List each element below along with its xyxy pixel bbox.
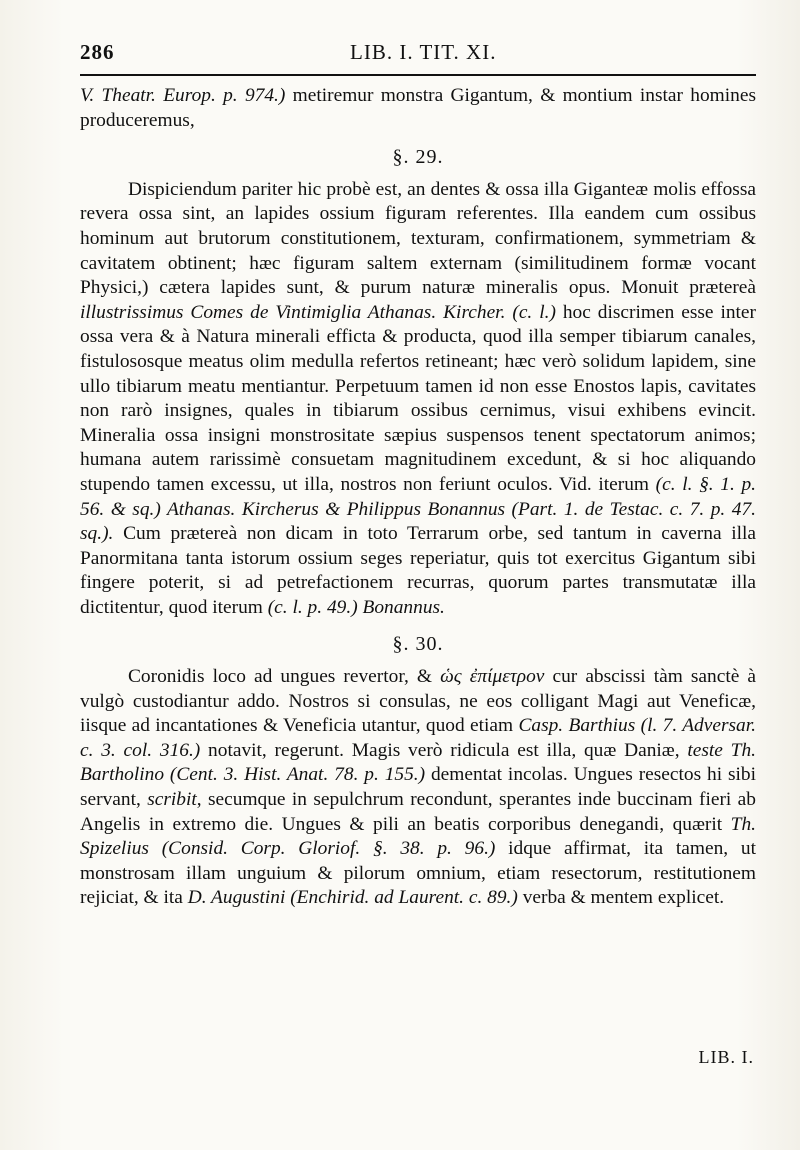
section-30-paragraph xyxy=(80,665,756,911)
opening-paragraph xyxy=(80,84,756,133)
section-29-citation-2: (c. l. §. 1. p. 56. & sq.) Athanas. Kircherus & Philippus Bonannus (Part. 1. de Testac. c. 7. p. 47. sq.). xyxy=(80,473,756,545)
section-30-text-6: idque affirmat, ita tamen, ut monstrosam illam unguium & pilorum omnium, etiam resectorum, restitutionem rejiciat, & ita xyxy=(80,838,756,909)
body-text xyxy=(80,84,756,911)
opening-citation: V. Theatr. Europ. p. 974.) xyxy=(80,85,286,106)
running-head xyxy=(80,40,756,76)
section-30-citation-2: teste Th. Bartholino (Cent. 3. Hist. Anat. 78. p. 155.) xyxy=(80,739,757,786)
section-30-text-3: notavit, regerunt. Magis verò ridicula est illa, quæ Daniæ, xyxy=(200,739,688,761)
section-30-citation-3: scribit xyxy=(147,789,197,811)
section-29-paragraph xyxy=(80,178,756,621)
catchword: LIB. I. xyxy=(698,1047,754,1067)
page-number: 286 xyxy=(80,40,115,64)
section-heading-30: §. 30. xyxy=(392,633,444,656)
section-29-text-1: Dispiciendum pariter hic probè est, an dentes & ossa illa Giganteæ molis effossa revera ossa sint, an lapides ossium figuram referentes. Illa eandem cum ossibus hominum aut brutorum constitutionem, texturam, confirmationem, symmetriam & cavitatem obtinent; hæc figuram saltem externam (similitudinem formæ vocant Physici,) cætera lapides sunt, & purum naturæ mineralis opus. Monuit prætereà xyxy=(80,178,756,299)
section-29-text-2: hoc discrimen esse inter ossa vera & à Natura minerali efficta & producta, quod illa semper tibiarum canales, fistulososque meatus olim medulla refertos retineant; hæc verò solidum lapidem, sine ullo tibiarum meatu mentiantur. Perpetuum tamen id non esse Enostos lapis, cavitates non rarò insignes, quales in tibiarum ossibus cernimus, visui exhibens evincit. Mineralia ossa insigni monstrositate sæpius suspensos tenent spectatorum animos; humana autem rarissimè consuetam magnitudinem excedunt, & si hoc aliquando stupendo tamen excessu, ut illa, nostros non feriunt oculos. Vid. iterum xyxy=(80,301,756,495)
section-29-citation-3: (c. l. p. 49.) Bonannus. xyxy=(267,596,445,618)
greek-phrase: ὡς ἐπίμετρον xyxy=(440,666,545,688)
section-30-text-5: , secumque in sepulchrum recondunt, sperantes inde buccinam fieri ab Angelis in extremo die. Ungues & pili an beatis corporibus denegandi, quærit xyxy=(80,789,756,835)
section-30-text-1: Coronidis loco ad ungues revertor, & xyxy=(128,666,441,688)
section-30-citation-5: D. Augustini (Enchirid. ad Laurent. c. 89.) xyxy=(187,887,518,909)
section-29-text-3: Cum prætereà non dicam in toto Terrarum orbe, sed tantum in caverna illa Panormitana tanta istorum ossium seges reperiatur, quis tot exercitus Gigantum sibi fingere poterit, si ad petrefactionem recurras, quorum partes transmutatæ illa dictitentur, quod iterum xyxy=(80,523,756,618)
running-title: LIB. I. TIT. XI. xyxy=(350,40,497,64)
section-30-citation-4: Th. Spizelius (Consid. Corp. Gloriof. §. 38. p. 96.) xyxy=(80,813,756,860)
section-30-text-4: dementat incolas. Ungues resectos hi sibi servant, xyxy=(80,764,756,811)
section-30-citation-1: Casp. Barthius (l. 7. Adversar. c. 3. col. 316.) xyxy=(80,715,756,761)
opening-text: metiremur monstra Gigantum, & montium instar homines produceremus, xyxy=(80,85,756,131)
section-30-text-2: cur abscissi tàm sanctè à vulgò custodiantur addo. Nostros si consulas, ne eos colligant Magi aut Veneficæ, iisque ad incantationes & Veneficia utantur, quod etiam xyxy=(80,666,757,737)
section-heading-29: §. 29. xyxy=(392,146,444,169)
section-30-text-7: verba & mentem explicet. xyxy=(517,887,725,909)
section-29-citation-1: illustrissimus Comes de Vintimiglia Athanas. Kircher. (c. l.) xyxy=(80,301,556,323)
